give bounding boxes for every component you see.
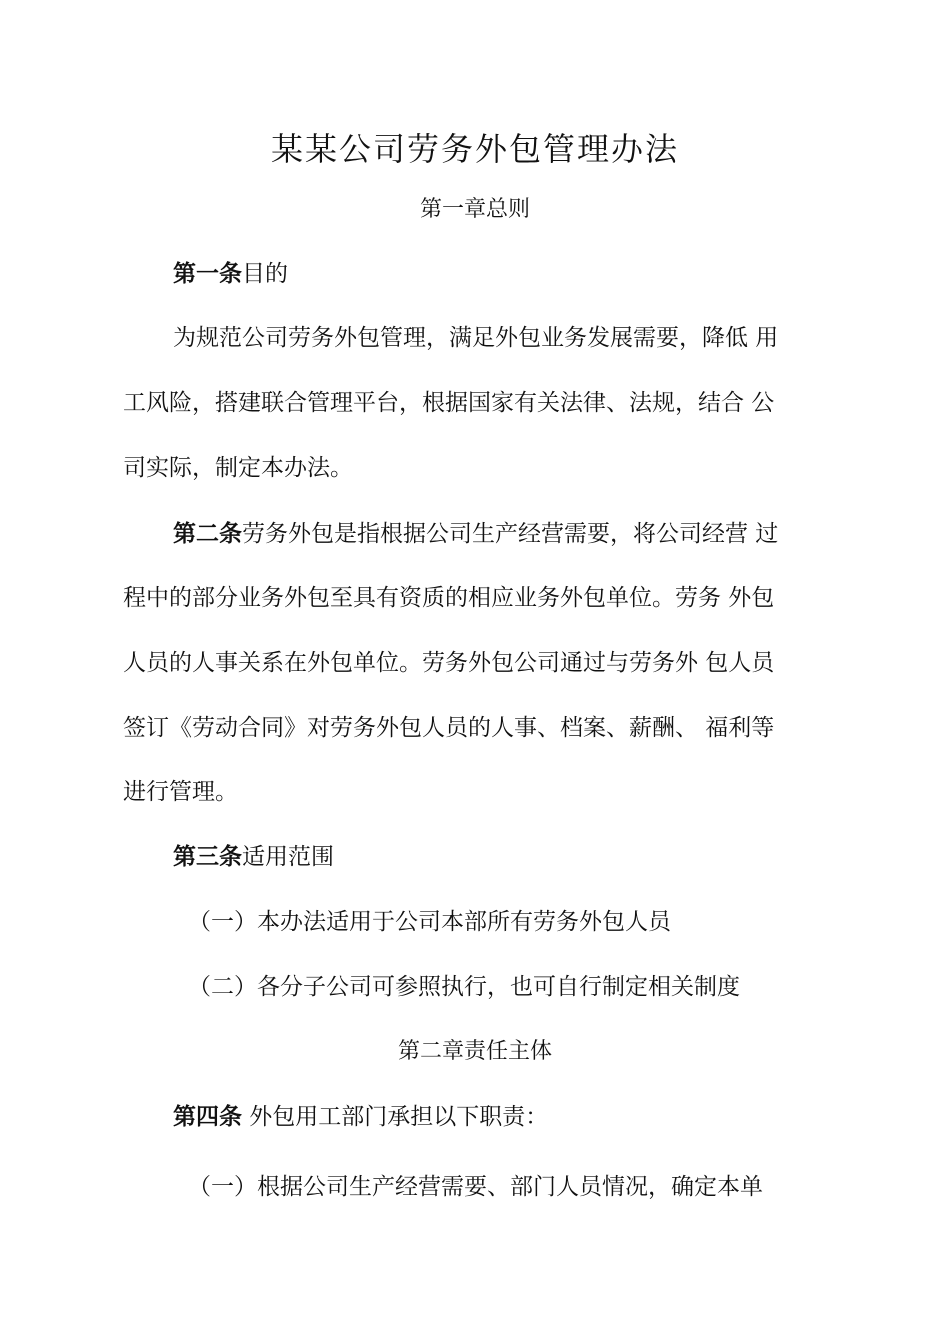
article-3-label: 第三条 <box>173 844 242 870</box>
article-3-heading <box>173 840 334 874</box>
article-2-line-4: 签订《劳动合同》对劳务外包人员的人事、档案、薪酬、 福利等 <box>123 715 775 741</box>
article-2-line-2: 程中的部分业务外包至具有资质的相应业务外包单位。劳务 外包 <box>123 585 775 611</box>
article-1-label: 第一条 <box>173 261 242 287</box>
chapter-2-heading: 第二章责任主体 <box>397 1039 552 1064</box>
article-1-title: 目的 <box>242 261 288 287</box>
paragraph-1-line-3: 司实际，制定本办法。 <box>123 455 353 481</box>
article-2-line-5: 进行管理。 <box>123 779 238 805</box>
article-1-heading <box>173 257 288 291</box>
article-2-line-1 <box>173 517 778 551</box>
article-2-label: 第二条 <box>173 521 242 547</box>
article-4-item-1: （一）根据公司生产经营需要、部门人员情况，确定本单 <box>188 1174 763 1200</box>
paragraph-1-line-2: 工风险，搭建联合管理平台，根据国家有关法律、法规，结合 公 <box>123 390 775 416</box>
chapter-1-heading: 第一章总则 <box>419 197 530 222</box>
article-4-label: 第四条 <box>173 1104 242 1130</box>
article-3-item-1: （一）本办法适用于公司本部所有劳务外包人员 <box>188 909 671 935</box>
article-4-heading <box>173 1100 548 1134</box>
article-3-item-2: （二）各分子公司可参照执行，也可自行制定相关制度 <box>188 974 740 1000</box>
document-title: 某某公司劳务外包管理办法 <box>270 130 679 168</box>
paragraph-1-line-1: 为规范公司劳务外包管理，满足外包业务发展需要，降低 用 <box>173 325 779 351</box>
article-2-text-1: 劳务外包是指根据公司生产经营需要，将公司经营 过 <box>242 521 779 547</box>
article-3-title: 适用范围 <box>242 844 334 870</box>
article-2-line-3: 人员的人事关系在外包单位。劳务外包公司通过与劳务外 包人员 <box>123 650 775 676</box>
article-4-title: 外包用工部门承担以下职责： <box>242 1104 549 1130</box>
